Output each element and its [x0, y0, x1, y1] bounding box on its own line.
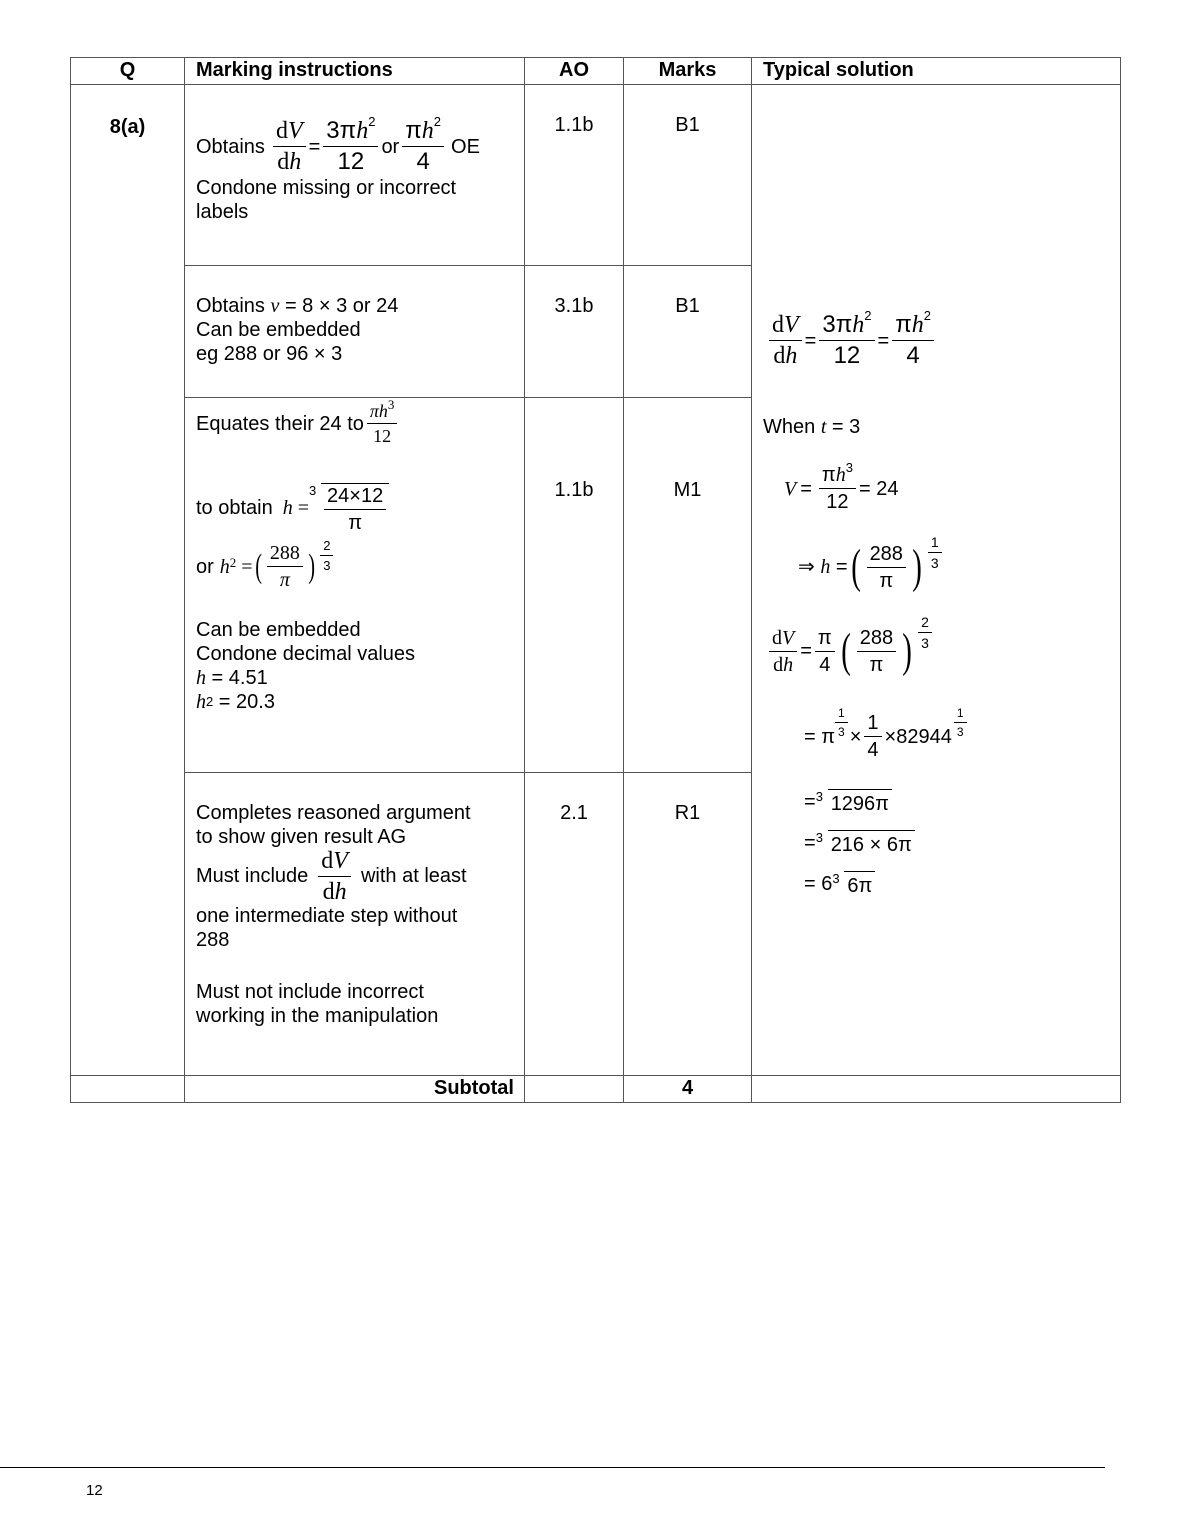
- ao-cell: 1.1b: [525, 85, 624, 266]
- solution-volume: V = $\frac{\pi h^3}{12}$ = 24: [784, 460, 899, 513]
- dv-dh-fraction: $\frac{dV}{dh}$: [273, 119, 306, 174]
- instruction-cell: Obtains $\frac{dV}{dh}$ = $\frac{3\pi h^2}{12}$ or $\frac{\pi h^2}{4}$ OE Condone missing or incorrect labels: [185, 85, 525, 266]
- page-number: 12: [86, 1482, 103, 1499]
- pi-h2-over-4: $\frac{\pi h^2}{4}$: [402, 119, 444, 174]
- solution-step4: = 6 3 6π: [804, 871, 875, 898]
- solution-derivative: $\frac{dV}{dh}$ = $\frac{3\pi h^2}{12}$ = $\frac{\pi h^2}{4}$: [766, 313, 937, 368]
- instruction-text: Obtains: [196, 135, 265, 158]
- header-ao: AO: [525, 58, 624, 85]
- ao-cell: 2.1: [525, 772, 624, 1075]
- subtotal-row: [71, 1076, 1121, 1103]
- header-row: [71, 58, 1121, 85]
- oe-text: OE: [451, 135, 480, 158]
- header-typical-solution: Typical solution: [752, 58, 1121, 85]
- question-number: 8(a): [71, 85, 185, 1076]
- solution-when: When t = 3: [763, 416, 861, 438]
- mark-cell: B1: [624, 85, 752, 266]
- mark-scheme-table: [70, 57, 1121, 1103]
- instruction-cell: Obtains v = 8 × 3 or 24 Can be embedded eg 288 or 96 × 3: [185, 266, 525, 398]
- mark-cell: B1: [624, 266, 752, 398]
- mark-cell: M1: [624, 398, 752, 772]
- three-pi-h2-over-12: $\frac{3\pi h^2}{12}$: [323, 119, 378, 174]
- solution-step2: = 3 1296π: [804, 789, 892, 816]
- subtotal-label: Subtotal: [185, 1076, 525, 1103]
- solution-step3: = 3 216 × 6π: [804, 830, 915, 857]
- ao-cell: 3.1b: [525, 266, 624, 398]
- solution-derivative-sub: $\frac{dV}{dh}$ = $\frac{\pi}{4}$ ( $\frac{288}{\pi}$ ) $\frac{2}{3}$: [766, 627, 935, 675]
- solution-step1: = π $\frac{1}{3}$ × $\frac{1}{4}$ × 82944 $\frac{1}{3}$: [804, 713, 967, 760]
- ao-cell: 1.1b: [525, 398, 624, 772]
- header-marking-instructions: Marking instructions: [185, 58, 525, 85]
- instruction-cell: Equates their 24 to $\frac{\pi h^3}{12}$ to obtain h = 3 $\frac{24\times 12}{\pi}$ or $h^2$ = ( $\frac{288}{\pi}$ ) $\frac{2}{3}$ Can be embedded Condone decimal values h = 4.51 $h^2 = 20.3$: [185, 398, 525, 772]
- or-text: or: [381, 135, 400, 158]
- mark-cell: R1: [624, 772, 752, 1075]
- condone-text: Condone missing or incorrect labels: [196, 177, 457, 223]
- footer-rule: [0, 1467, 1105, 1468]
- mark-row: [71, 85, 1121, 266]
- header-q: Q: [71, 58, 185, 85]
- typical-solution-cell: [752, 85, 1121, 1076]
- instruction-cell: Completes reasoned argument to show given result AG Must include $\frac{dV}{dh}$ with at least one intermediate step without 288 Must not include incorrect working in the manipulation: [185, 772, 525, 1075]
- header-marks: Marks: [624, 58, 752, 85]
- solution-h: ⇒ h = ( $\frac{288}{\pi}$ ) $\frac{1}{3}$: [798, 543, 945, 591]
- subtotal-marks: 4: [624, 1076, 752, 1103]
